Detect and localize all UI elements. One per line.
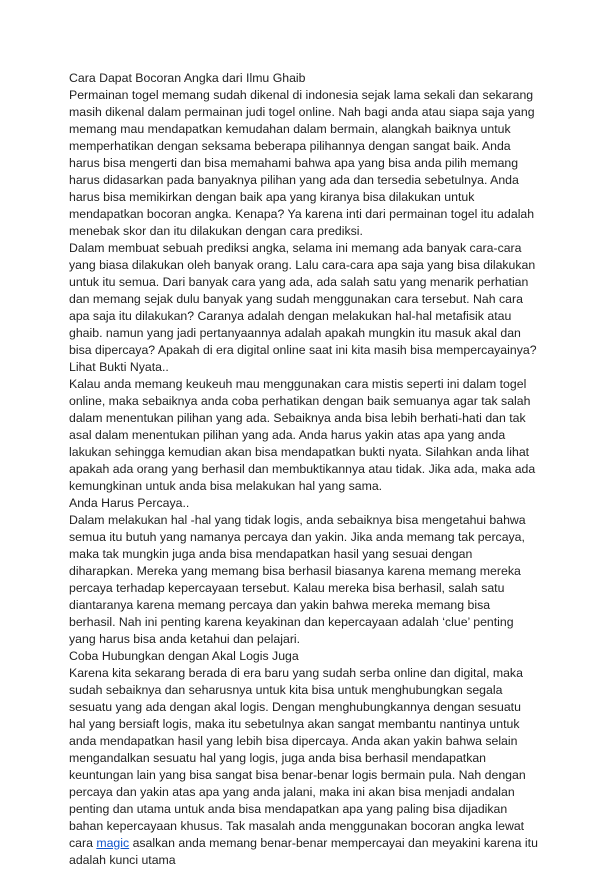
magic-link[interactable]: magic: [96, 836, 130, 850]
section-body-bukti-nyata: Kalau anda memang keukeuh mau menggunakan cara mistis seperti ini dalam togel online, maka sebaiknya anda coba perhatikan dengan baik semuanya agar tak salah dalam menentukan pilihan yang ada. Sebaiknya anda bisa lebih berhati-hati dan tak asal dalam menentukan pilihan yang ada. Anda harus yakin atas apa yang anda lakukan sehingga kemudian akan bisa mendapatkan bukti nyata. Silahkan anda lihat apakah ada orang yang berhasil dan membuktikannya atau tidak. Jika ada, maka ada kemungkinan untuk anda bisa melakukan hal yang sama.: [69, 377, 536, 493]
intro-paragraph-2: Dalam membuat sebuah prediksi angka, selama ini memang ada banyak cara-cara yang biasa dilakukan oleh banyak orang. Lalu cara-cara apa saja yang bisa dilakukan untuk itu semua. Dari banyak cara yang ada, ada salah satu yang menarik perhatian dan memang sejak dulu banyak yang sudah menggunakan cara tersebut. Nah cara apa saja itu dilakukan? Caranya adalah dengan melakukan hal-hal metafisik atau ghaib. namun yang jadi pertanyaannya adalah apakah mungkin itu masuk akal dan bisa dipercaya? Apakah di era digital online saat ini kita masih bisa mempercayainya?: [69, 241, 537, 357]
section-body-harus-percaya: Dalam melakukan hal -hal yang tidak logis, anda sebaiknya bisa mengetahui bahwa semua itu butuh yang namanya percaya dan yakin. Jika anda memang tak percaya, maka tak mungkin juga anda bisa mendapatkan hasil yang sesuai dengan diharapkan. Mereka yang memang bisa berhasil biasanya karena memang mereka percaya terhadap kepercayaan tersebut. Kalau mereka bisa berhasil, salah satu diantaranya karena memang percaya dan yakin bahwa mereka memang bisa berhasil. Nah ini penting karena keyakinan dan kepercayaan adalah ‘clue’ penting yang harus bisa anda ketahui dan pelajari.: [69, 513, 526, 646]
section-heading-bukti-nyata: Lihat Bukti Nyata..: [69, 360, 169, 374]
section-body-akal-logis: [69, 665, 539, 869]
section-heading-harus-percaya: Anda Harus Percaya..: [69, 496, 190, 510]
section-body-text-before-link: Karena kita sekarang berada di era baru yang sudah serba online dan digital, maka sudah sebaiknya dan seharusnya untuk kita bisa untuk menghubungkan segala sesuatu yang ada dengan akal logis. Dengan menghubungkannya dengan sesuatu hal yang bersiaft logis, maka itu sebetulnya akan sangat membantu nantinya untuk anda mendapatkan hasil yang lebih bisa dipercaya. Anda akan yakin bahwa selain mengandalkan sesuatu hal yang logis, juga anda bisa berhasil mendapatkan keuntungan lain yang bisa sangat bisa benar-benar logis bermain pula. Nah dengan percaya dan yakin atas apa yang anda jalani, maka ini akan bisa menjadi andalan penting dan utama untuk anda bisa mendapatkan apa yang paling bisa dijadikan bahan kepercayaan khusus. Tak masalah anda menggunakan bocoran angka lewat cara: [69, 666, 526, 850]
document-body: [69, 70, 539, 869]
section-heading-akal-logis: Coba Hubungkan dengan Akal Logis Juga: [69, 649, 299, 663]
document-title: Cara Dapat Bocoran Angka dari Ilmu Ghaib: [69, 71, 306, 85]
intro-paragraph-1: Permainan togel memang sudah dikenal di indonesia sejak lama sekali dan sekarang masih dikenal dalam permainan judi togel online. Nah bagi anda atau siapa saja yang memang mau mendapatkan kemudahan dalam bermain, alangkah baiknya untuk memperhatikan dengan seksama beberapa pilihannya dengan sangat baik. Anda harus bisa mengerti dan bisa memahami bahwa apa yang bisa anda pilih memang harus didasarkan pada banyaknya pilihan yang ada dan tersedia sebetulnya. Anda harus bisa memikirkan dengan baik apa yang kiranya bisa dilakukan untuk mendapatkan bocoran angka. Kenapa? Ya karena inti dari permainan togel itu adalah menebak skor dan itu dilakukan dengan cara prediksi.: [69, 88, 535, 238]
section-body-text-after-link: asalkan anda memang benar-benar mempercayai dan meyakini karena itu adalah kunci utama: [69, 836, 538, 867]
